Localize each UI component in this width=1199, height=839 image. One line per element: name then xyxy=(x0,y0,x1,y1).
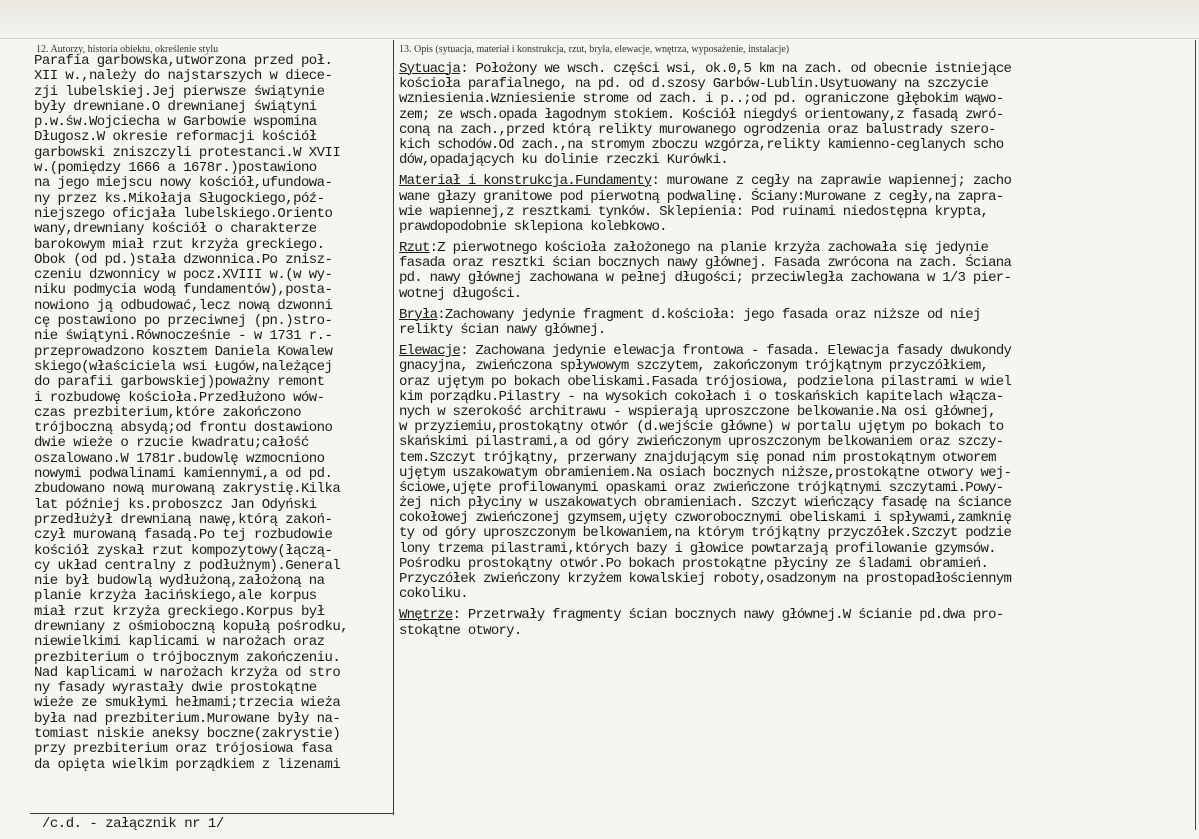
section-line xyxy=(399,344,1194,359)
section-line: kich schodów.Od zach.,na stromym zboczu wzgórza,relikty kamienno-ceglanych scho xyxy=(399,136,1004,153)
section-line: oraz ujętym po bokach obeliskami.Fasada trójosiowa, podzielona pilastrami w wiel xyxy=(399,373,1012,390)
history-line: miał rzut krzyża greckiego.Korpus był xyxy=(34,603,325,620)
section-line: ujętym uszakowatym obramieniem.Na osiach bocznych niższe,prostokątne otwory wej- xyxy=(399,464,1012,481)
section-heading: Wnętrze xyxy=(399,607,453,624)
section-line: wie wapiennej,z resztkami tynków. Sklepienia: Pod ruinami niedostępna krypta, xyxy=(399,203,989,220)
section-heading: Bryła xyxy=(399,306,438,323)
history-line: czeniu dzwonnicy w pocz.XVIII w.(w wy- xyxy=(34,267,333,284)
history-line: Obok (od pd.)stała dzwonnica.Po znisz- xyxy=(34,251,333,268)
section-line: w przyziemiu,prostokątny otwór (d.wejście główne) w portalu ujętym po bokach to xyxy=(399,419,1004,436)
section-line: relikty ścian nawy głównej. xyxy=(399,322,606,338)
history-line: nie był budowlą wydłużoną,założoną na xyxy=(34,573,325,590)
history-line: były drewniane.O drewnianej świątyni xyxy=(34,98,317,115)
section-heading: Materiał i konstrukcja.Fundamenty xyxy=(399,173,652,190)
history-line: nowymi podwalinami kamiennymi,a od pd. xyxy=(34,466,333,483)
left-bottom-rule xyxy=(30,813,394,814)
section-line: cokoliku. xyxy=(399,586,468,603)
section-gap xyxy=(399,639,1194,645)
history-line: czas prezbiterium,które zakończono xyxy=(34,404,301,421)
continuation-note: /c.d. - załącznik nr 1/ xyxy=(42,816,224,832)
history-line: da opięta wielkim porządkiem z lizenami xyxy=(34,756,341,773)
history-line: cę postawiono po przeciwnej (pn.)stro- xyxy=(34,313,333,330)
section-line: tem.Szczyt trójkątny, przerwany znajdującym się ponad nim prostokątnym otworem xyxy=(399,449,996,466)
history-line: Nad kaplicami w narożach krzyża od stro xyxy=(34,664,341,681)
section-line: dów,opadających ku dolinie rzeczki Kurówki. xyxy=(399,152,729,169)
history-line: trójboczną absydą;od frontu dostawiono xyxy=(34,420,333,437)
history-line: wany,drewniany kościół o charakterze xyxy=(34,221,317,238)
section-text: : murowane z cegły na zaprawie wapiennej; zacho xyxy=(651,173,1012,190)
history-line: przeprowadzono kosztem Daniela Kowalew xyxy=(34,343,333,360)
history-line: cy układ centralny z podłużnym).General xyxy=(34,557,341,574)
history-text-column xyxy=(34,54,396,773)
section-heading: Sytuacja xyxy=(399,61,461,77)
history-line: lat później ks.proboszcz Jan Odyński xyxy=(34,496,317,513)
section-line: pd. nawy głównej zachowana w pełnej długości; przeciwległa zachowana w 1/3 pier- xyxy=(399,270,1012,287)
section-line: stokątne otwory. xyxy=(399,622,522,639)
section-line: wzniesienia.Wzniesienie strome od zach. i p..;od pd. ograniczone głębokim wąwo- xyxy=(399,91,1004,108)
history-line: niku podmycia wodą fundamentów),posta- xyxy=(34,282,333,299)
history-line: drewniany z ośmioboczną kopułą pośrodku, xyxy=(34,618,349,635)
history-line: niejszego oficjała lubelskiego.Oriento xyxy=(34,205,333,222)
section-line: zem; ze wsch.opada łagodnym stokiem. Kościół niegdyś orientowany,z fasadą zwró- xyxy=(399,106,1004,123)
section-line: cokołowej zwieńczonej gzymsem,ujęty czworobocznymi obeliskami i spływami,zamknię xyxy=(399,510,1012,527)
history-line: oszalowano.W 1781r.budowlę wzmocniono xyxy=(34,450,325,467)
section-line: kim porządku.Pilastry - na wysokich cokołach i o toskańskich kapitelach włącza- xyxy=(399,388,1004,405)
history-line: nowiono ją odbudować,lecz nową dzwonni xyxy=(34,297,333,314)
section-heading: Elewacje xyxy=(399,343,461,360)
section-line xyxy=(399,241,1194,256)
history-line: p.w.św.Wojciecha w Garbowie wspomina xyxy=(34,114,317,131)
history-line: była nad prezbiterium.Murowane były na- xyxy=(34,710,341,727)
section-line: skańskimi pilastrami,a od góry zwieńczonym uproszczonym belkowaniem oraz szczy- xyxy=(399,434,1004,451)
history-line: ny fasady wyrastały dwie prostokątne xyxy=(34,680,317,697)
section-line: lony trzema pilastrami,których bazy i głowice powtarzają profilowanie gzymsów. xyxy=(399,540,996,557)
section-line: kościoła parafialnego, na pd. od d.szosy Garbów-Lublin.Usytuowany na szczycie xyxy=(399,76,989,93)
section-line: wotnej długości. xyxy=(399,285,522,302)
history-line: Parafia garbowska,utworzona przed poł. xyxy=(34,53,333,69)
history-line: ny przez ks.Mikołaja Sługockiego,póź- xyxy=(34,190,325,207)
history-line: prezbiterium o trójbocznym zakończeniu. xyxy=(34,649,341,666)
history-line: w.(pomiędzy 1666 a 1678r.)postawiono xyxy=(34,160,317,177)
section-line: ty od góry uproszczonym belkowaniem,na którym trójkątny przyczółek.Szczyt podzie xyxy=(399,525,1012,542)
section-line xyxy=(399,174,1194,189)
section-line: coną na zach.,przed którą relikty murowanego ogrodzenia oraz balustrady szero- xyxy=(399,121,996,138)
history-line: garbowski zniszczyli protestanci.W XVII xyxy=(34,144,341,161)
history-line: Długosz.W okresie reformacji kościół xyxy=(34,129,317,146)
section-line: Przyczółek zwieńczony krzyżem kowalskiej roboty,osadzonym na prostopadłościennym xyxy=(399,571,1012,587)
history-line: tomiast niskie aneksy boczne(zakrystie) xyxy=(34,726,341,743)
history-line: skiego(właściciela wsi Ługów,należącej xyxy=(34,358,333,375)
description-text-column xyxy=(399,62,1194,645)
history-line: zbudowano nową murowaną zakrystię.Kilka xyxy=(34,481,341,498)
history-line: barokowym miał rzut krzyża greckiego. xyxy=(34,236,325,253)
section-text: : Przetrwały fragmenty ścian bocznych nawy głównej.W ścianie pd.dwa pro- xyxy=(452,607,1004,624)
section-line: wane głazy granitowe pod pierwotną podwalinę. Ściany:Murowane z cegły,na zapra- xyxy=(399,188,1004,205)
history-line: na jego miejscu nowy kościół,ufundowa- xyxy=(34,175,333,192)
section-line xyxy=(399,62,1194,77)
section-text: : Zachowana jedynie elewacja frontowa - fasada. Elewacja fasady dwukondy xyxy=(460,343,1012,360)
section-text: :Z pierwotnego kościoła założonego na planie krzyża zachowała się jedynie xyxy=(429,240,989,257)
history-line: XII w.,należy do najstarszych w diece- xyxy=(34,68,333,85)
right-edge-rule xyxy=(1195,40,1196,830)
section-line: ściowe,ujęte profilowanymi opaskami oraz zwieńczone trójkątnymi szczytami.Powy- xyxy=(399,479,1004,496)
history-line: przedłużył drewnianą nawę,którą zakoń- xyxy=(34,511,333,528)
history-line: zji lubelskiej.Jej pierwsze świątynie xyxy=(34,83,325,100)
right-field-caption: 13. Opis (sytuacja, materiał i konstrukcja, rzut, bryła, elewacje, wnętrza, wyposażenie, instalacje) xyxy=(399,44,790,55)
section-line: gnacyjna, zwieńczona spływowym szczytem, zakończonym trójkątnym przyczółkiem, xyxy=(399,358,989,375)
section-line xyxy=(399,308,1194,323)
history-line: i rozbudowę kościoła.Przedłużono wów- xyxy=(34,389,325,406)
history-line: czył murowaną fasadą.Po tej rozbudowie xyxy=(34,527,333,544)
section-line: prawdopodobnie sklepiona kolebkowo. xyxy=(399,218,667,235)
section-text: : Położony we wsch. części wsi, ok.0,5 km na zach. od obecnie istniejące xyxy=(460,61,1012,77)
left-field-caption: 12. Autorzy, historia obiektu, określenie stylu xyxy=(36,44,219,55)
section-line: żej nich płyciny w uszakowatych obramieniach. Szczyt wieńczący fasadę na ściance xyxy=(399,495,1012,512)
history-line: kościół zyskał rzut kompozytowy(łączą- xyxy=(34,542,333,559)
section-line: fasada oraz resztki ścian bocznych nawy głównej. Fasada zwrócona na zach. Ściana xyxy=(399,255,1012,272)
section-line: nych w szerokość architrawu - wspierają uproszczone belkowanie.Na osi głównej, xyxy=(399,403,996,420)
history-line: wieże ze smukłymi hełmami;trzecia wieża xyxy=(34,695,341,712)
section-line xyxy=(399,608,1194,623)
history-line: niewielkimi kaplicami w narożach oraz xyxy=(34,634,325,651)
history-line: do parafii garbowskiej)poważny remont xyxy=(34,374,325,391)
history-line: przy prezbiterium oraz trójosiowa fasa xyxy=(34,741,333,758)
history-line: nie świątyni.Równocześnie - w 1731 r.- xyxy=(34,328,333,345)
history-line: dwie wieże o rzucie kwadratu;całość xyxy=(34,435,309,452)
section-line: Pośrodku prostokątny otwór.Po bokach prostokątne płyciny ze śladami obramień. xyxy=(399,555,989,572)
history-line: planie krzyża łacińskiego,ale korpus xyxy=(34,588,317,605)
section-text: :Zachowany jedynie fragment d.kościoła: jego fasada oraz niższe od niej xyxy=(437,306,981,323)
section-heading: Rzut xyxy=(399,240,430,257)
scan-top-edge xyxy=(0,0,1199,39)
